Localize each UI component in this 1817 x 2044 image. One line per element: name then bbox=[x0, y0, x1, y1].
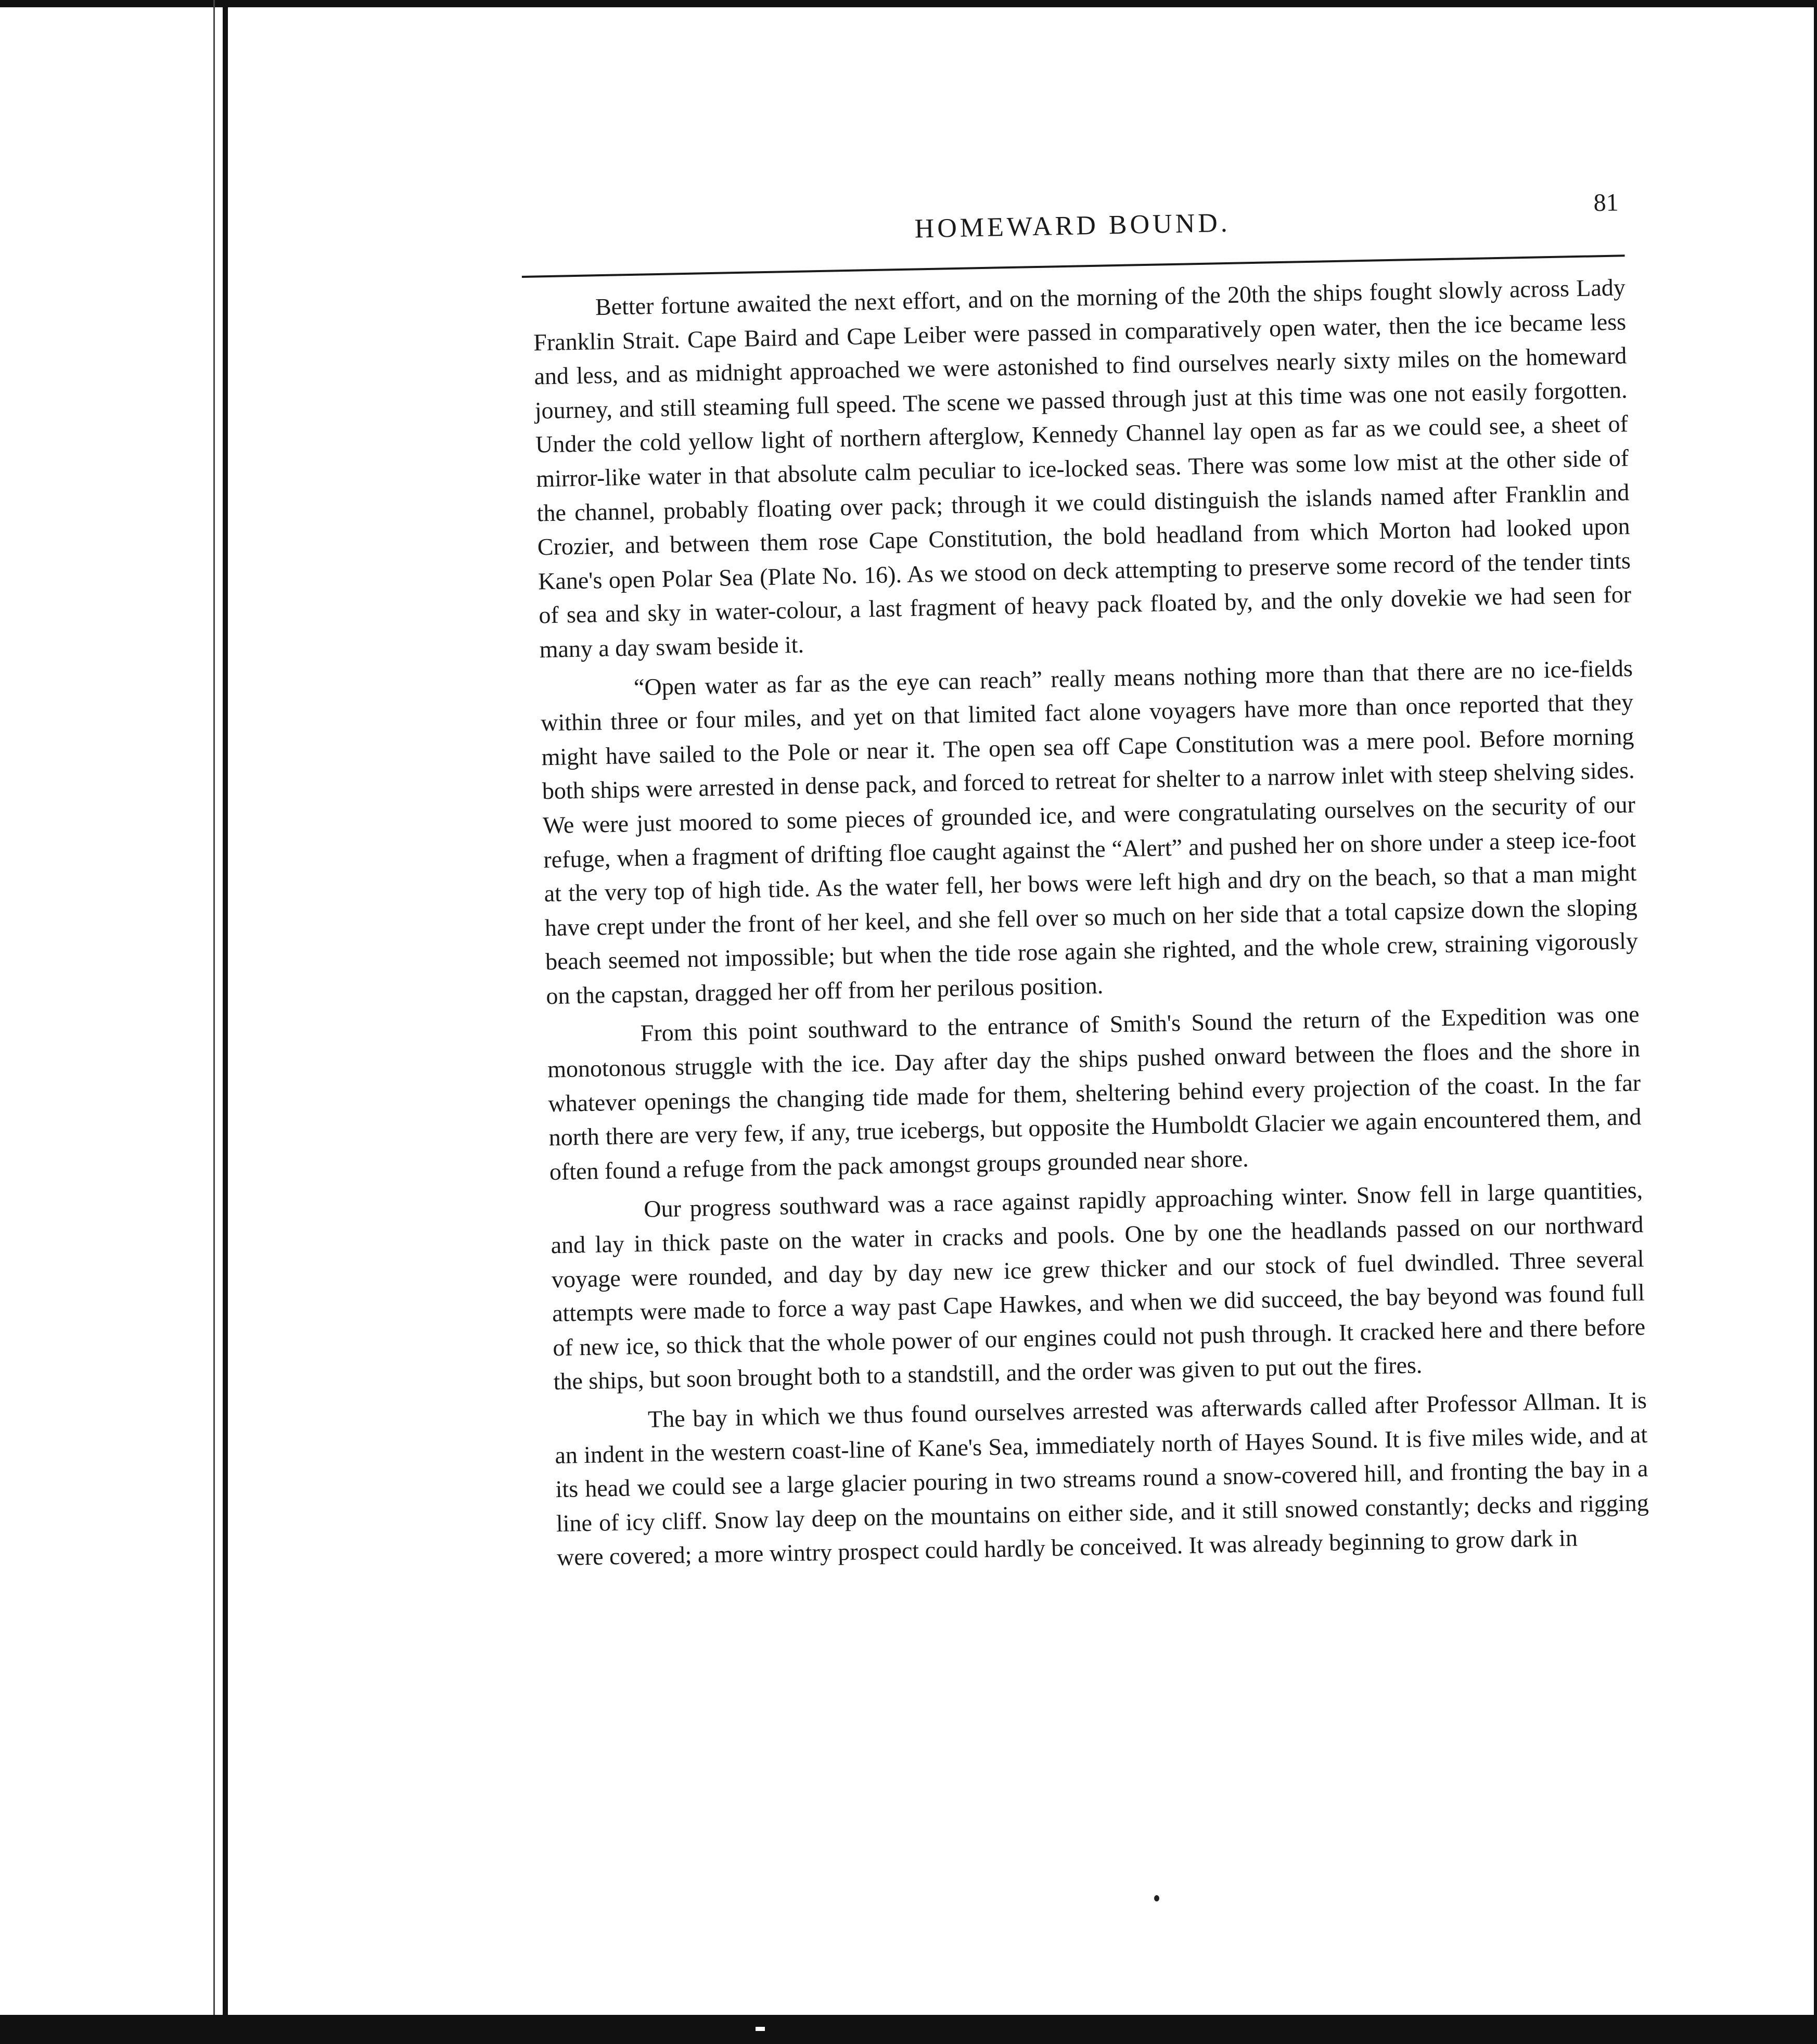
scan-gutter-line bbox=[223, 0, 228, 2044]
scan-right-edge bbox=[1814, 0, 1817, 2044]
paragraph: From this point southward to the entrance of Smith's Sound the return of the Expedition was one monotonous struggle with the ice. Day after day the ships pushed onward between the floes and the shore in whatever openings the changing tide made for them, sheltering behind every projection of the coast. In the far north there are very few, if any, true icebergs, but opposite the Humboldt Glacier we again encountered them, and often found a refuge from the pack amongst groups grounded near shore. bbox=[547, 1001, 1642, 1185]
running-head bbox=[520, 176, 1624, 276]
printer-mark bbox=[1154, 1895, 1159, 1901]
paragraph: “Open water as far as the eye can reach” really means nothing more than that there are no ice-fields within three or four miles, and yet on that limited fact alone voyagers have more than once reported that they might have sailed to the Pole or near it. The open sea off Cape Constitution was a mere pool. Before morning both ships were arrested in dense pack, and forced to retreat for shelter to a narrow inlet with steep shelving sides. We were just moored to some pieces of grounded ice, and were congratulating ourselves on the security of our refuge, when a fragment of drifting floe caught against the “Alert” and pushed her on shore under a steep ice-foot at the very top of high tide. As the water fell, her bows were left high and dry on the beach, so that a man might have crept under the front of her keel, and she fell over so much on her side that a total capsize down the sloping beach seemed not impossible; but when the tide rose again she righted, and the whole crew, straining vigorously on the capstan, dragged her off from her perilous position. bbox=[540, 654, 1639, 1010]
scan-bottom-edge bbox=[0, 2015, 1817, 2044]
book-page bbox=[520, 176, 1649, 1571]
scan-top-edge bbox=[0, 0, 1817, 7]
page-number: 81 bbox=[1593, 188, 1619, 217]
scan-speck bbox=[756, 2027, 765, 2031]
running-title: HOMEWARD BOUND. bbox=[914, 208, 1231, 244]
paragraph: Our progress southward was a race against rapidly approaching winter. Snow fell in large quantities, and lay in thick paste on the water in cracks and pools. One by one the headlands passed on our northward voyage were rounded, and day by day new ice grew thicker and our stock of fuel dwindled. Three several attempts were made to force a way past Cape Hawkes, and when we did succeed, the bay beyond was found full of new ice, so thick that the whole power of our engines could not push through. It cracked here and there before the ships, but soon brought both to a standstill, and the order was given to put out the fires. bbox=[551, 1177, 1646, 1395]
scan-gutter-line-faint bbox=[213, 0, 215, 2044]
body-text bbox=[532, 270, 1649, 1580]
paragraph: Better fortune awaited the next effort, and on the morning of the 20th the ships fought slowly across Lady Franklin Strait. Cape Baird and Cape Leiber were passed in comparatively open water, then the ice became less and less, and as midnight approached we were astonished to find ourselves nearly sixty miles on the homeward journey, and still steaming full speed. The scene we passed through just at this time was one not easily forgotten. Under the cold yellow light of northern afterglow, Kennedy Channel lay open as far as we could see, a sheet of mirror-like water in that absolute calm peculiar to ice-locked seas. There was some low mist at the other side of the channel, probably floating over pack; through it we could distinguish the islands named after Franklin and Crozier, and between them rose Cape Constitution, the bold headland from which Morton had looked upon Kane's open Polar Sea (Plate No. 16). As we stood on deck attempting to preserve some record of the tender tints of sea and sky in water-colour, a last fragment of heavy pack floated by, and the only dovekie we had seen for many a day swam beside it. bbox=[533, 274, 1632, 663]
paragraph: The bay in which we thus found ourselves arrested was afterwards called after Professor Allman. It is an indent in the western coast-line of Kane's Sea, immediately north of Hayes Sound. It is five miles wide, and at its head we could see a large glacier pouring in two streams round a snow-covered hill, and fronting the bay in a line of icy cliff. Snow lay deep on the mountains on either side, and it still snowed constantly; decks and rigging were covered; a more wintry prospect could hardly be conceived. It was already beginning to grow dark in bbox=[554, 1386, 1649, 1571]
